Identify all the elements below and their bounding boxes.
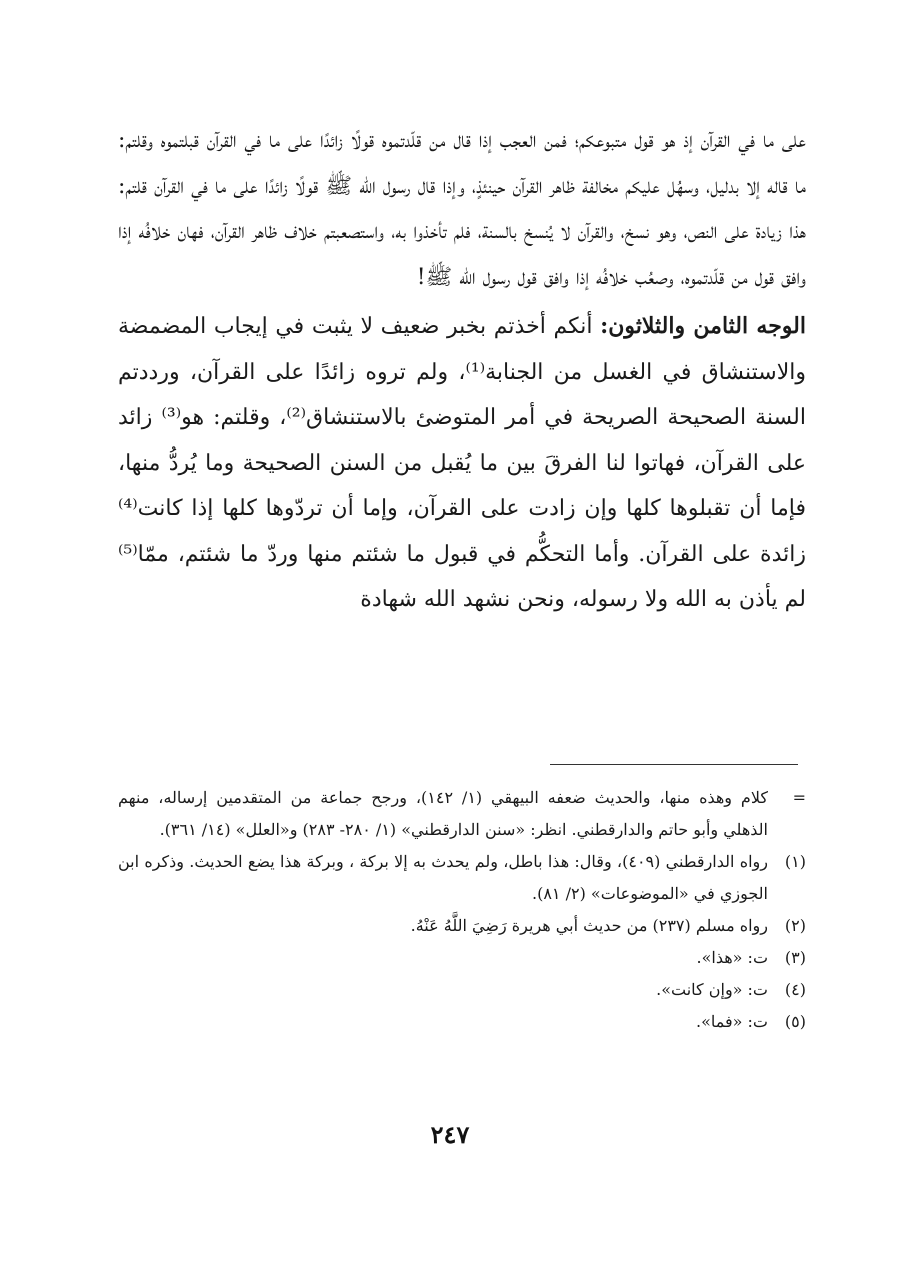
footnote-marker: (٣) [784,948,806,967]
footnote-text: ت: «فما». [696,1012,768,1031]
paragraph-1: على ما في القرآن إذ هو قول متبوعكم؛ فمن العجب إذا قال من قلّدتموه قولًا زائدًا على ما في القرآن قبلتموه وقلتم: ما قاله إلا بدليل، وسهُل عليكم مخالفة ظاهر القرآن حينئذٍ، وإذا قال رسول الله ﷺ قولًا زائدًا على ما في القرآن قلتم: هذا زيادة على النص، وهو نسخ، والقرآن لا يُنسخ بالسنة، فلم تأخذوا به، واستصعبتم خلاف ظاهر القرآن، فهان خلافُه إذا وافق قول من قلّدتموه، وصعُب خلافُه إذا وافق قول رسول الله ﷺ! [118,128,806,290]
footnote-text: رواه الدارقطني (٤٠٩)، وقال: هذا باطل، ولم يحدث به إلا بركة ، وبركة هذا يضع الحديث. وذكره ابن الجوزي في «الموضوعات» (٢/ ٨١). [118,852,768,903]
footnote-text: رواه مسلم (٢٣٧) من حديث أبي هريرة رَضِيَ اللَّهُ عَنْهُ. [410,916,768,935]
footnote-3 [118,942,806,974]
footnote-1 [118,846,806,910]
footnote-marker: (٥) [784,1012,806,1031]
paragraph-2 [118,304,806,623]
footnote-separator [550,764,798,765]
footnote-continuation [118,782,806,846]
footnote-marker: (٢) [784,916,806,935]
footnote-text: ت: «وإن كانت». [656,980,768,999]
footnote-4 [118,974,806,1006]
footnote-5 [118,1006,806,1038]
paragraph-2-body: أنكم أخذتم بخبر ضعيف لا يثبت في إيجاب المضمضة والاستنشاق في الغسل من الجنابة⁽¹⁾، ولم تروه زائدًا على القرآن، ورددتم السنة الصحيحة الصريحة في أمر المتوضئ بالاستنشاق⁽²⁾، وقلتم: هو⁽³⁾ زائد على القرآن، فهاتوا لنا الفرقَ بين ما يُقبل من السنن الصحيحة وما يُردُّ منها، فإما أن تقبلوها كلها وإن زادت على القرآن، وإما أن تردّوها كلها إذا كانت⁽⁴⁾ زائدة على القرآن. وأما التحكُّم في قبول ما شئتم منها وردّ ما شئتم، ممّا⁽⁵⁾ لم يأذن به الله ولا رسوله، ونحن نشهد الله شهادة [118,314,807,612]
page-number: ٢٤٧ [430,1120,470,1149]
footnote-text: كلام وهذه منها، والحديث ضعفه البيهقي (١/ ١٤٢)، ورجح جماعة من المتقدمين إرساله، منهم الذهلي وأبو حاتم والدارقطني. انظر: «سنن الدارقطني» (١/ ٢٨٠- ٢٨٣) و«العلل» (١٤/ ٣٦١). [118,788,768,839]
footnote-marker: = [792,788,806,807]
paragraph-2-heading: الوجه الثامن والثلاثون: [600,313,806,339]
footnote-text: ت: «هذا». [696,948,768,967]
footnote-marker: (١) [784,852,806,871]
footnote-2 [118,910,806,942]
main-text-block [118,118,806,623]
footnote-marker: (٤) [784,980,806,999]
footnotes-block [118,782,806,1038]
